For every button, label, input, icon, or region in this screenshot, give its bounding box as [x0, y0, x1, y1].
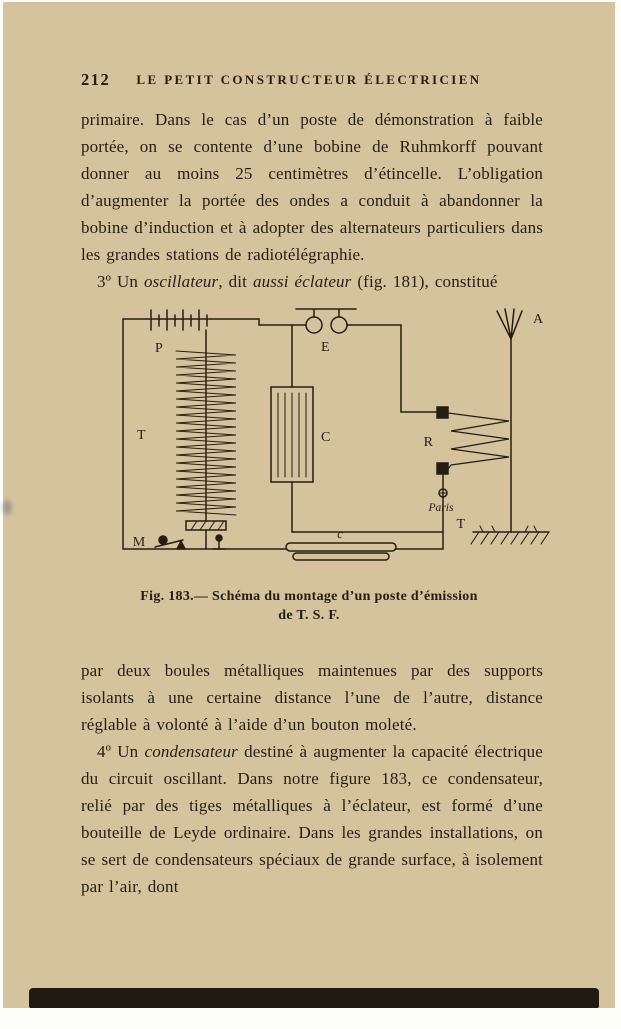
battery-p — [146, 310, 211, 330]
paragraph-3: par deux boules métalliques maintenues par des supports isolants à une certaine distance l’une de l’autre, distance réglable à volonté à l’aide d’un bouton moleté. — [81, 661, 543, 734]
label-antenna: A — [533, 312, 544, 327]
wire-left-loop — [123, 319, 286, 549]
earth-ground — [471, 526, 549, 544]
spark-gap — [296, 309, 437, 412]
text-run-italic: oscillateur — [143, 272, 219, 291]
text-run: , dit — [218, 272, 253, 291]
scan-dark-band — [29, 988, 599, 1008]
text-run: 3º Un — [97, 272, 144, 291]
paragraph-1: primaire. Dans le cas d’un poste de démonstration à faible portée, on se contente d’une bobine de Ruhmkorff pouvant donner au moins 25 centimètres d’étincelle. L’obligation d’augmenter la portée des ondes a conduit à abandonner la bobine d’induction et à adopter des alternateurs particuliers dans les grandes stations de radiotélégraphie. — [81, 110, 543, 264]
telegraph-key — [155, 535, 225, 549]
scan-smudge — [3, 500, 12, 515]
figure-caption — [3, 587, 615, 625]
induction-coil — [176, 330, 236, 549]
paragraph-4 — [81, 738, 543, 900]
page-number: 212 — [81, 70, 111, 89]
wire-top — [211, 319, 306, 325]
battery-cell — [286, 543, 396, 560]
page-header — [3, 70, 615, 90]
label-station: Paris — [428, 502, 454, 514]
antenna-coil — [396, 407, 509, 549]
leyden-jar — [271, 325, 443, 532]
label-earth: T — [456, 517, 465, 532]
text-run-italic: aussi éclateur — [252, 272, 352, 291]
label-antenna-coil: R — [423, 435, 433, 450]
figure-caption-line2: de T. S. F. — [278, 608, 340, 623]
running-title: LE PETIT CONSTRUCTEUR ÉLECTRICIEN — [136, 72, 482, 87]
label-key: M — [132, 535, 146, 550]
text-run: 4º Un — [97, 742, 145, 761]
text-run: (fig. 181), constitué — [351, 272, 498, 291]
circuit-diagram — [111, 307, 571, 577]
label-battery: P — [155, 341, 163, 356]
text-run: destiné à augmenter la capacité électrique du circuit oscillant. Dans notre figure 183, ce condensateur, relié par des tiges métalliques à l’éclateur, est formé d’une bouteille de Leyde ordinaire. Dans les grandes installations, on se sert de condensateurs spéciaux de grande surface, à isolement par l’air, dont — [81, 742, 543, 896]
label-transformer: T — [137, 428, 146, 443]
figure-183 — [3, 307, 615, 625]
label-spark-gap: E — [321, 340, 330, 355]
text-run-italic: condensateur — [144, 742, 238, 761]
label-condenser: C — [321, 430, 331, 445]
book-page — [3, 2, 615, 1008]
figure-caption-line1: Fig. 183.— Schéma du montage d’un poste d’émission — [140, 589, 478, 604]
label-cell: c — [337, 526, 343, 541]
paragraph-2 — [81, 268, 543, 295]
